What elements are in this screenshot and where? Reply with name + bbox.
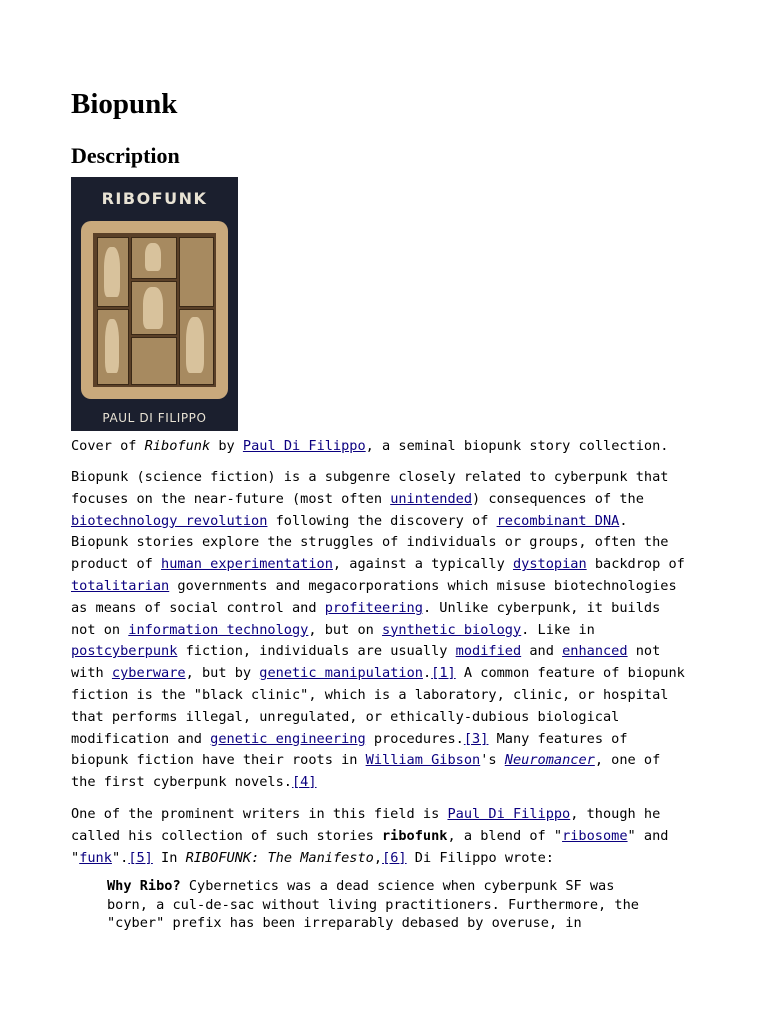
link-postcyberpunk[interactable]: postcyberpunk [71, 643, 178, 660]
link-genetic-manipulation[interactable]: genetic manipulation [259, 665, 423, 682]
link-ribosome[interactable]: ribosome [562, 827, 628, 844]
link-biotechnology-revolution[interactable]: biotechnology revolution [71, 512, 268, 529]
link-human-experimentation[interactable]: human experimentation [161, 556, 333, 573]
block-quote: Why Ribo? Cybernetics was a dead science when cyberpunk SF was born, a cul-de-sac without living practitioners. Furthermore, the "cyber" prefix has been irreparably debased by overuse, in [107, 878, 639, 931]
reference-6[interactable]: [6] [382, 849, 407, 866]
cover-title: RIBOFUNK [101, 189, 208, 208]
link-synthetic-biology[interactable]: synthetic biology [382, 621, 522, 638]
cover-author: PAUL DI FILIPPO [102, 411, 207, 425]
link-recombinant-dna[interactable]: recombinant DNA [496, 512, 620, 529]
link-neuromancer[interactable]: Neuromancer [504, 752, 595, 769]
link-unintended[interactable]: unintended [390, 490, 473, 507]
reference-5[interactable]: [5] [128, 849, 153, 866]
link-dystopian[interactable]: dystopian [512, 556, 587, 573]
link-totalitarian[interactable]: totalitarian [71, 577, 170, 594]
page-title: Biopunk [71, 88, 178, 120]
paragraph-definition: Biopunk (science fiction) is a subgenre closely related to cyberpunk that focuses on the near-future (most often unintended) consequences of the biotechnology revolution following the discovery of recombinant DNA. Biopunk stories explore the struggles of individuals or groups, often the product of human experimentation, against a typically dystopian backdrop of totalitarian governments and megacorporations which misuse biotechnologies as means of social control and profiteering. Unlike cyberpunk, it builds not on information technology, but on synthetic biology. Like in postcyberpunk fiction, individuals are usually modified and enhanced not with cyberware, but by genetic manipulation.[1] A common feature of biopunk fiction is the "black clinic", which is a laboratory, clinic, or hospital that performs illegal, unregulated, or ethically-dubious biological modification and genetic engineering procedures.[3] Many features of biopunk fiction have their roots in William Gibson's Neuromancer, one of the first cyberpunk novels.[4] [71, 469, 685, 791]
link-enhanced[interactable]: enhanced [562, 643, 628, 660]
link-modified[interactable]: modified [455, 643, 522, 660]
link-information-technology[interactable]: information technology [128, 621, 309, 638]
link-paul-di-filippo[interactable]: Paul Di Filippo [242, 438, 366, 454]
image-caption: Cover of Ribofunk by Paul Di Filippo, a seminal biopunk story collection. [71, 438, 669, 454]
section-heading: Description [71, 143, 180, 168]
link-funk[interactable]: funk [79, 849, 112, 866]
paragraph-ribofunk: One of the prominent writers in this field is Paul Di Filippo, though he called his collection of such stories ribofunk, a blend of "ribosome" and "funk".[5] In RIBOFUNK: The Manifesto,[6] Di Filippo wrote: [71, 806, 669, 866]
link-paul-di-filippo-2[interactable]: Paul Di Filippo [447, 806, 571, 822]
link-william-gibson[interactable]: William Gibson [365, 752, 481, 769]
reference-4[interactable]: [4] [291, 774, 317, 791]
reference-3[interactable]: [3] [463, 730, 489, 747]
link-profiteering[interactable]: profiteering [324, 599, 423, 616]
link-cyberware[interactable]: cyberware [111, 665, 186, 682]
book-cover-image [71, 177, 238, 431]
reference-1[interactable]: [1] [431, 665, 456, 682]
cover-artwork [81, 221, 228, 399]
link-genetic-engineering[interactable]: genetic engineering [210, 730, 366, 747]
